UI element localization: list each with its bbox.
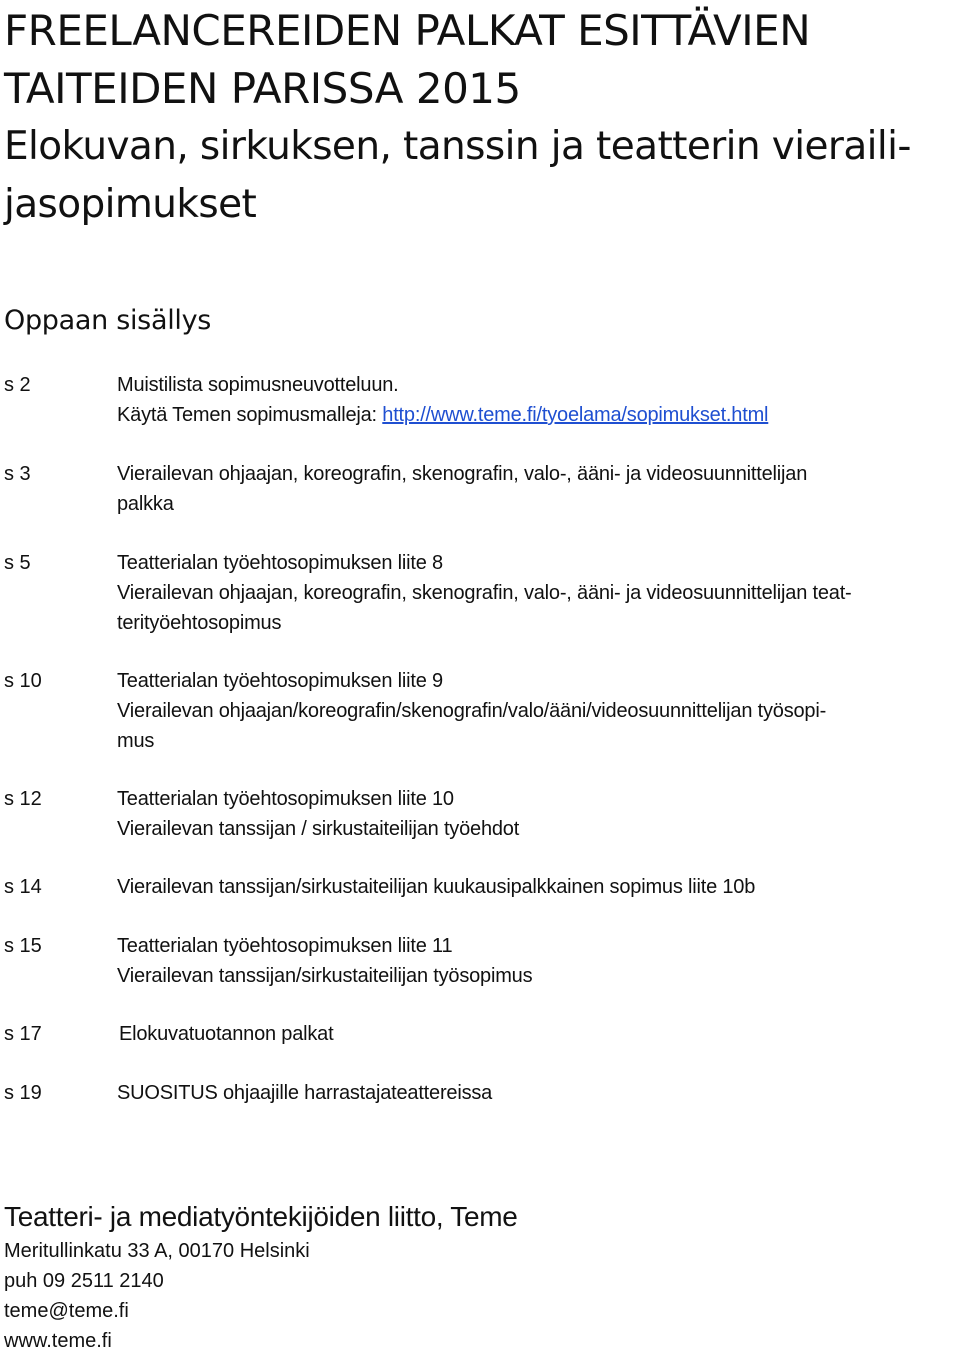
contact-footer bbox=[4, 1198, 904, 1356]
toc-line-prefix: Käytä Temen sopimusmalleja: bbox=[117, 404, 383, 426]
toc-line: Elokuvatuotannon palkat bbox=[119, 1023, 334, 1045]
toc-line: Vierailevan tanssijan / sirkustaiteilijan työehdot bbox=[117, 818, 520, 840]
title-line-1: FREELANCEREIDEN PALKAT ESITTÄVIEN bbox=[4, 6, 811, 55]
toc-page-number: s 5 bbox=[4, 552, 31, 574]
toc-line: Teatterialan työehtosopimuksen liite 10 bbox=[117, 788, 454, 810]
toc-line: SUOSITUS ohjaajille harrastajateattereissa bbox=[117, 1082, 493, 1104]
toc-line bbox=[117, 400, 937, 430]
toc-page-number: s 3 bbox=[4, 463, 31, 485]
toc-line: Vierailevan ohjaajan, koreografin, skenografin, valo-, ääni- ja videosuunnittelijan bbox=[117, 463, 808, 485]
toc-description bbox=[117, 784, 937, 844]
subtitle-line-2: jasopimukset bbox=[4, 182, 257, 227]
document-title bbox=[4, 2, 954, 234]
toc-description bbox=[117, 459, 937, 519]
toc-line: Vierailevan ohjaajan, koreografin, skenografin, valo-, ääni- ja videosuunnittelijan teat- bbox=[117, 582, 852, 604]
website-address: www.teme.fi bbox=[4, 1330, 112, 1352]
toc-line: Muistilista sopimusneuvotteluun. bbox=[117, 374, 399, 396]
toc-description bbox=[117, 1078, 937, 1108]
toc-page-number: s 19 bbox=[4, 1082, 42, 1104]
toc-description bbox=[117, 370, 937, 430]
toc-page-number: s 17 bbox=[4, 1023, 42, 1045]
toc-description bbox=[119, 1019, 939, 1049]
address: Meritullinkatu 33 A, 00170 Helsinki bbox=[4, 1240, 310, 1262]
organization-name: Teatteri- ja mediatyöntekijöiden liitto, Teme bbox=[4, 1201, 518, 1232]
toc-line: Vierailevan tanssijan/sirkustaiteilijan kuukausipalkkainen sopimus liite 10b bbox=[117, 876, 756, 898]
toc-page-number: s 2 bbox=[4, 374, 31, 396]
toc-description bbox=[117, 666, 937, 756]
toc-description bbox=[117, 872, 937, 902]
toc-description bbox=[117, 931, 937, 991]
toc-line: mus bbox=[117, 730, 155, 752]
phone-number: puh 09 2511 2140 bbox=[4, 1270, 164, 1292]
toc-line: Vierailevan ohjaajan/koreografin/skenografin/valo/ääni/videosuunnittelijan työsopi- bbox=[117, 700, 827, 722]
sopimukset-link[interactable]: http://www.teme.fi/tyoelama/sopimukset.html bbox=[382, 404, 769, 426]
toc-page-number: s 10 bbox=[4, 670, 42, 692]
toc-line: terityöehtosopimus bbox=[117, 612, 282, 634]
toc-page-number: s 12 bbox=[4, 788, 42, 810]
subtitle-line-1: Elokuvan, sirkuksen, tanssin ja teatterin vieraili- bbox=[4, 124, 911, 169]
toc-page-number: s 15 bbox=[4, 935, 42, 957]
toc-line: Teatterialan työehtosopimuksen liite 9 bbox=[117, 670, 443, 692]
email-address: teme@teme.fi bbox=[4, 1300, 129, 1322]
toc-description bbox=[117, 548, 937, 638]
toc-page-number: s 14 bbox=[4, 876, 42, 898]
title-line-2: TAITEIDEN PARISSA 2015 bbox=[4, 64, 521, 113]
toc-line: Vierailevan tanssijan/sirkustaiteilijan työsopimus bbox=[117, 965, 533, 987]
toc-line: Teatterialan työehtosopimuksen liite 8 bbox=[117, 552, 443, 574]
toc-heading: Oppaan sisällys bbox=[4, 305, 212, 336]
toc-line: Teatterialan työehtosopimuksen liite 11 bbox=[117, 935, 453, 957]
toc-line: palkka bbox=[117, 493, 174, 515]
